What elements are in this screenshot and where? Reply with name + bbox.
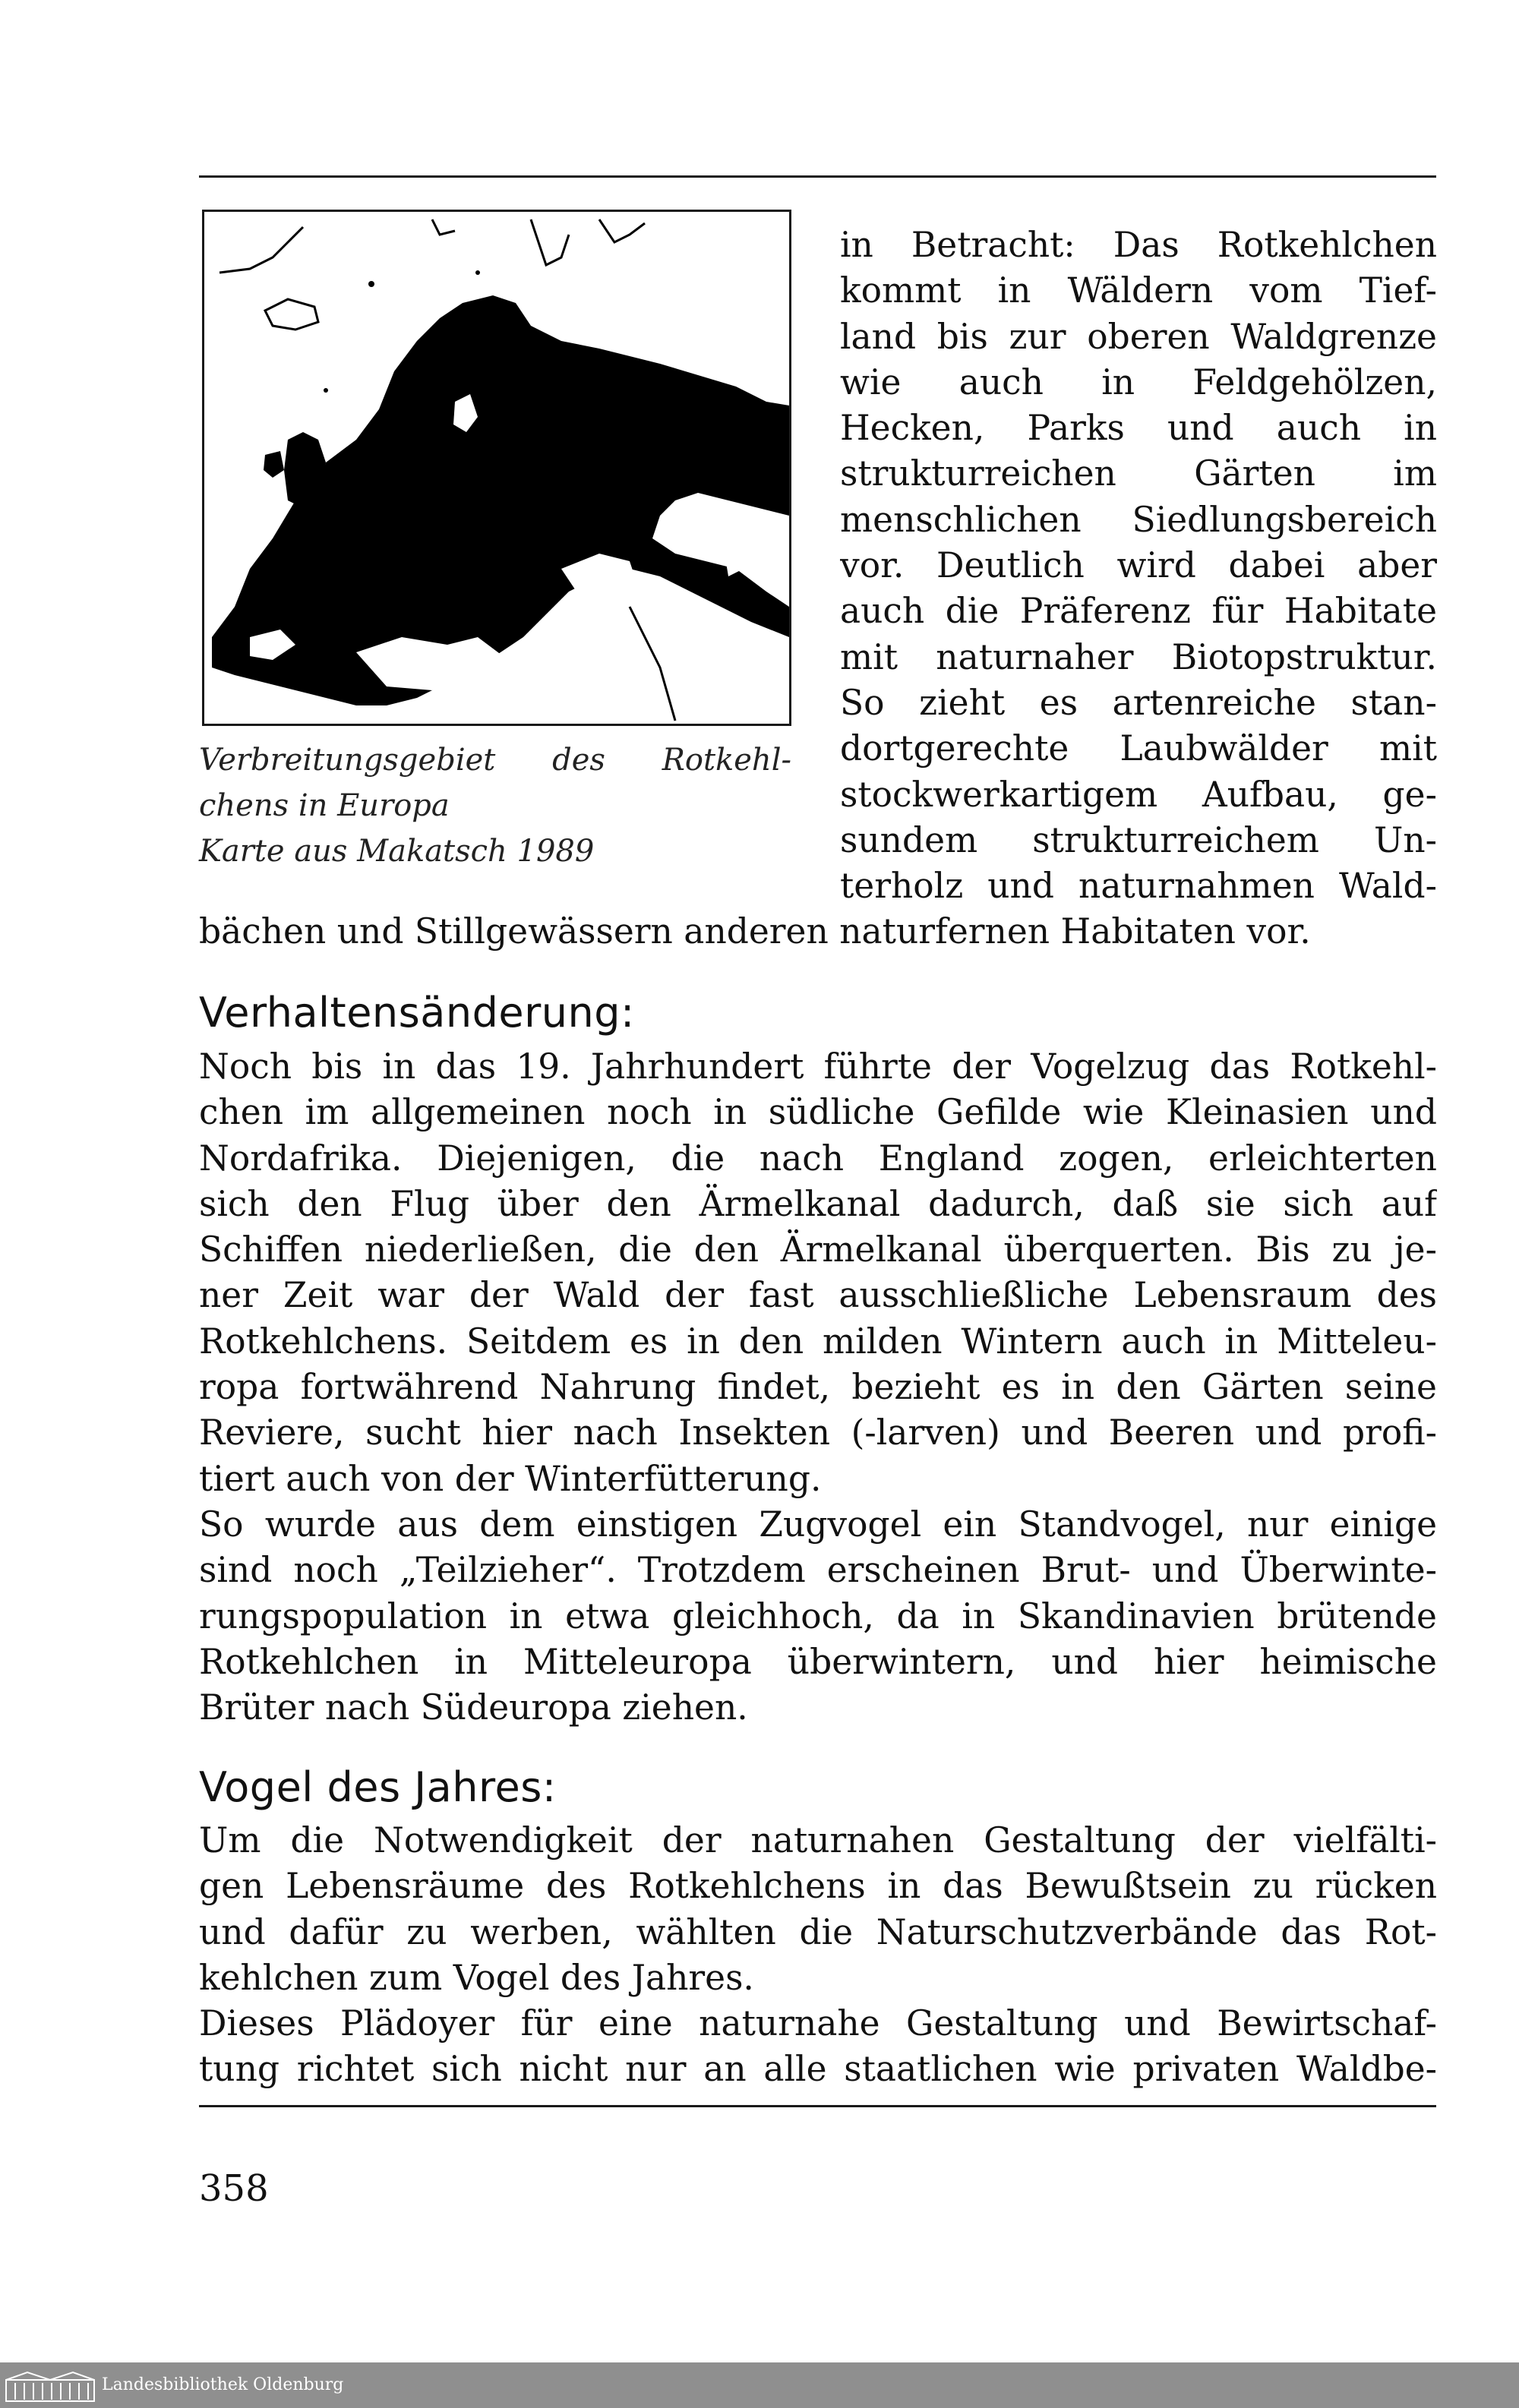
text-line: Brüter nach Südeuropa ziehen. (199, 1687, 748, 1728)
text-line: dortgerechte Laubwälder mit (840, 728, 1437, 769)
caption-line: Karte aus Makatsch 1989 (199, 834, 595, 869)
figure-caption (199, 737, 791, 874)
text-line: So zieht es artenreiche stan- (840, 682, 1437, 723)
footer-library-name: Landesbibliothek Oldenburg (102, 2375, 344, 2394)
text-line: und dafür zu werben, wählten die Naturschutzverbände das Rot- (199, 1911, 1437, 1952)
bottom-rule (199, 2105, 1436, 2107)
text-line: So wurde aus dem einstigen Zugvogel ein Standvogel, nur einige (199, 1504, 1437, 1545)
text-line: mit naturnaher Biotopstruktur. (840, 636, 1437, 677)
text-line: rungspopulation in etwa gleichhoch, da in Skandinavien brütende (199, 1595, 1437, 1636)
text-line: Rotkehlchen in Mitteleuropa überwintern, und hier heimische (199, 1641, 1437, 1682)
text-line: Schiffen niederließen, die den Ärmelkanal überquerten. Bis zu je- (199, 1229, 1437, 1270)
caption-line: Verbreitungsgebiet des Rotkehl- (199, 743, 791, 778)
text-line: bächen und Stillgewässern anderen naturfernen Habitaten vor. (199, 911, 1311, 952)
top-rule (199, 175, 1436, 178)
text-line: kehlchen zum Vogel des Jahres. (199, 1957, 754, 1998)
text-line: stockwerkartigem Aufbau, ge- (840, 774, 1437, 815)
section-vogel-des-jahres-body (199, 1818, 1437, 2093)
right-column-text (840, 222, 1437, 909)
library-building-icon (5, 2369, 96, 2403)
caption-line: chens in Europa (199, 788, 450, 823)
text-line: vor. Deutlich wird dabei aber (840, 545, 1437, 586)
text-line: menschlichen Siedlungsbereich (840, 499, 1437, 540)
text-line: Nordafrika. Diejenigen, die nach England zogen, erleichterten (199, 1138, 1437, 1179)
text-line: wie auch in Feldgehölzen, (840, 361, 1437, 402)
text-line: land bis zur oberen Waldgrenze (840, 316, 1437, 357)
section-heading-verhaltensaenderung: Verhaltensänderung: (199, 989, 635, 1037)
text-line: Rotkehlchens. Seitdem es in den milden Wintern auch in Mitteleu- (199, 1321, 1437, 1362)
text-line: ner Zeit war der Wald der fast ausschließliche Lebensraum des (199, 1275, 1437, 1316)
text-line: tiert auch von der Winterfütterung. (199, 1458, 822, 1499)
text-line: kommt in Wäldern vom Tief- (840, 270, 1437, 311)
text-line: ropa fortwährend Nahrung findet, bezieht es in den Gärten seine (199, 1367, 1437, 1408)
text-line: in Betracht: Das Rotkehlchen (840, 225, 1437, 265)
text-line: Reviere, sucht hier nach Insekten (-larven) und Beeren und profi- (199, 1412, 1437, 1453)
text-line: Um die Notwendigkeit der naturnahen Gestaltung der vielfälti- (199, 1820, 1437, 1860)
text-line: tung richtet sich nicht nur an alle staatlichen wie privaten Waldbe- (199, 2049, 1437, 2090)
text-line: gen Lebensräume des Rotkehlchens in das Bewußtsein zu rücken (199, 1866, 1437, 1907)
text-line: Noch bis in das 19. Jahrhundert führte der Vogelzug das Rotkehl- (199, 1046, 1437, 1087)
europe-distribution-map (202, 210, 791, 726)
text-line: Hecken, Parks und auch in (840, 408, 1437, 449)
text-line: sundem strukturreichem Un- (840, 819, 1437, 860)
continuation-paragraph (199, 909, 1407, 955)
text-line: Dieses Plädoyer für eine naturnahe Gestaltung und Bewirtschaf- (199, 2003, 1437, 2044)
text-line: chen im allgemeinen noch in südliche Gefilde wie Kleinasien und (199, 1092, 1437, 1133)
text-line: terholz und naturnahmen Wald- (840, 866, 1437, 907)
text-line: auch die Präferenz für Habitate (840, 591, 1437, 632)
text-line: strukturreichen Gärten im (840, 453, 1437, 494)
text-line: sind noch „Teilzieher“. Trotzdem erscheinen Brut- und Überwinte- (199, 1550, 1437, 1591)
text-line: sich den Flug über den Ärmelkanal dadurch, daß sie sich auf (199, 1183, 1437, 1224)
section-verhaltensaenderung-body (199, 1044, 1437, 1731)
page-number: 358 (199, 2167, 269, 2210)
section-heading-vogel-des-jahres: Vogel des Jahres: (199, 1763, 557, 1811)
